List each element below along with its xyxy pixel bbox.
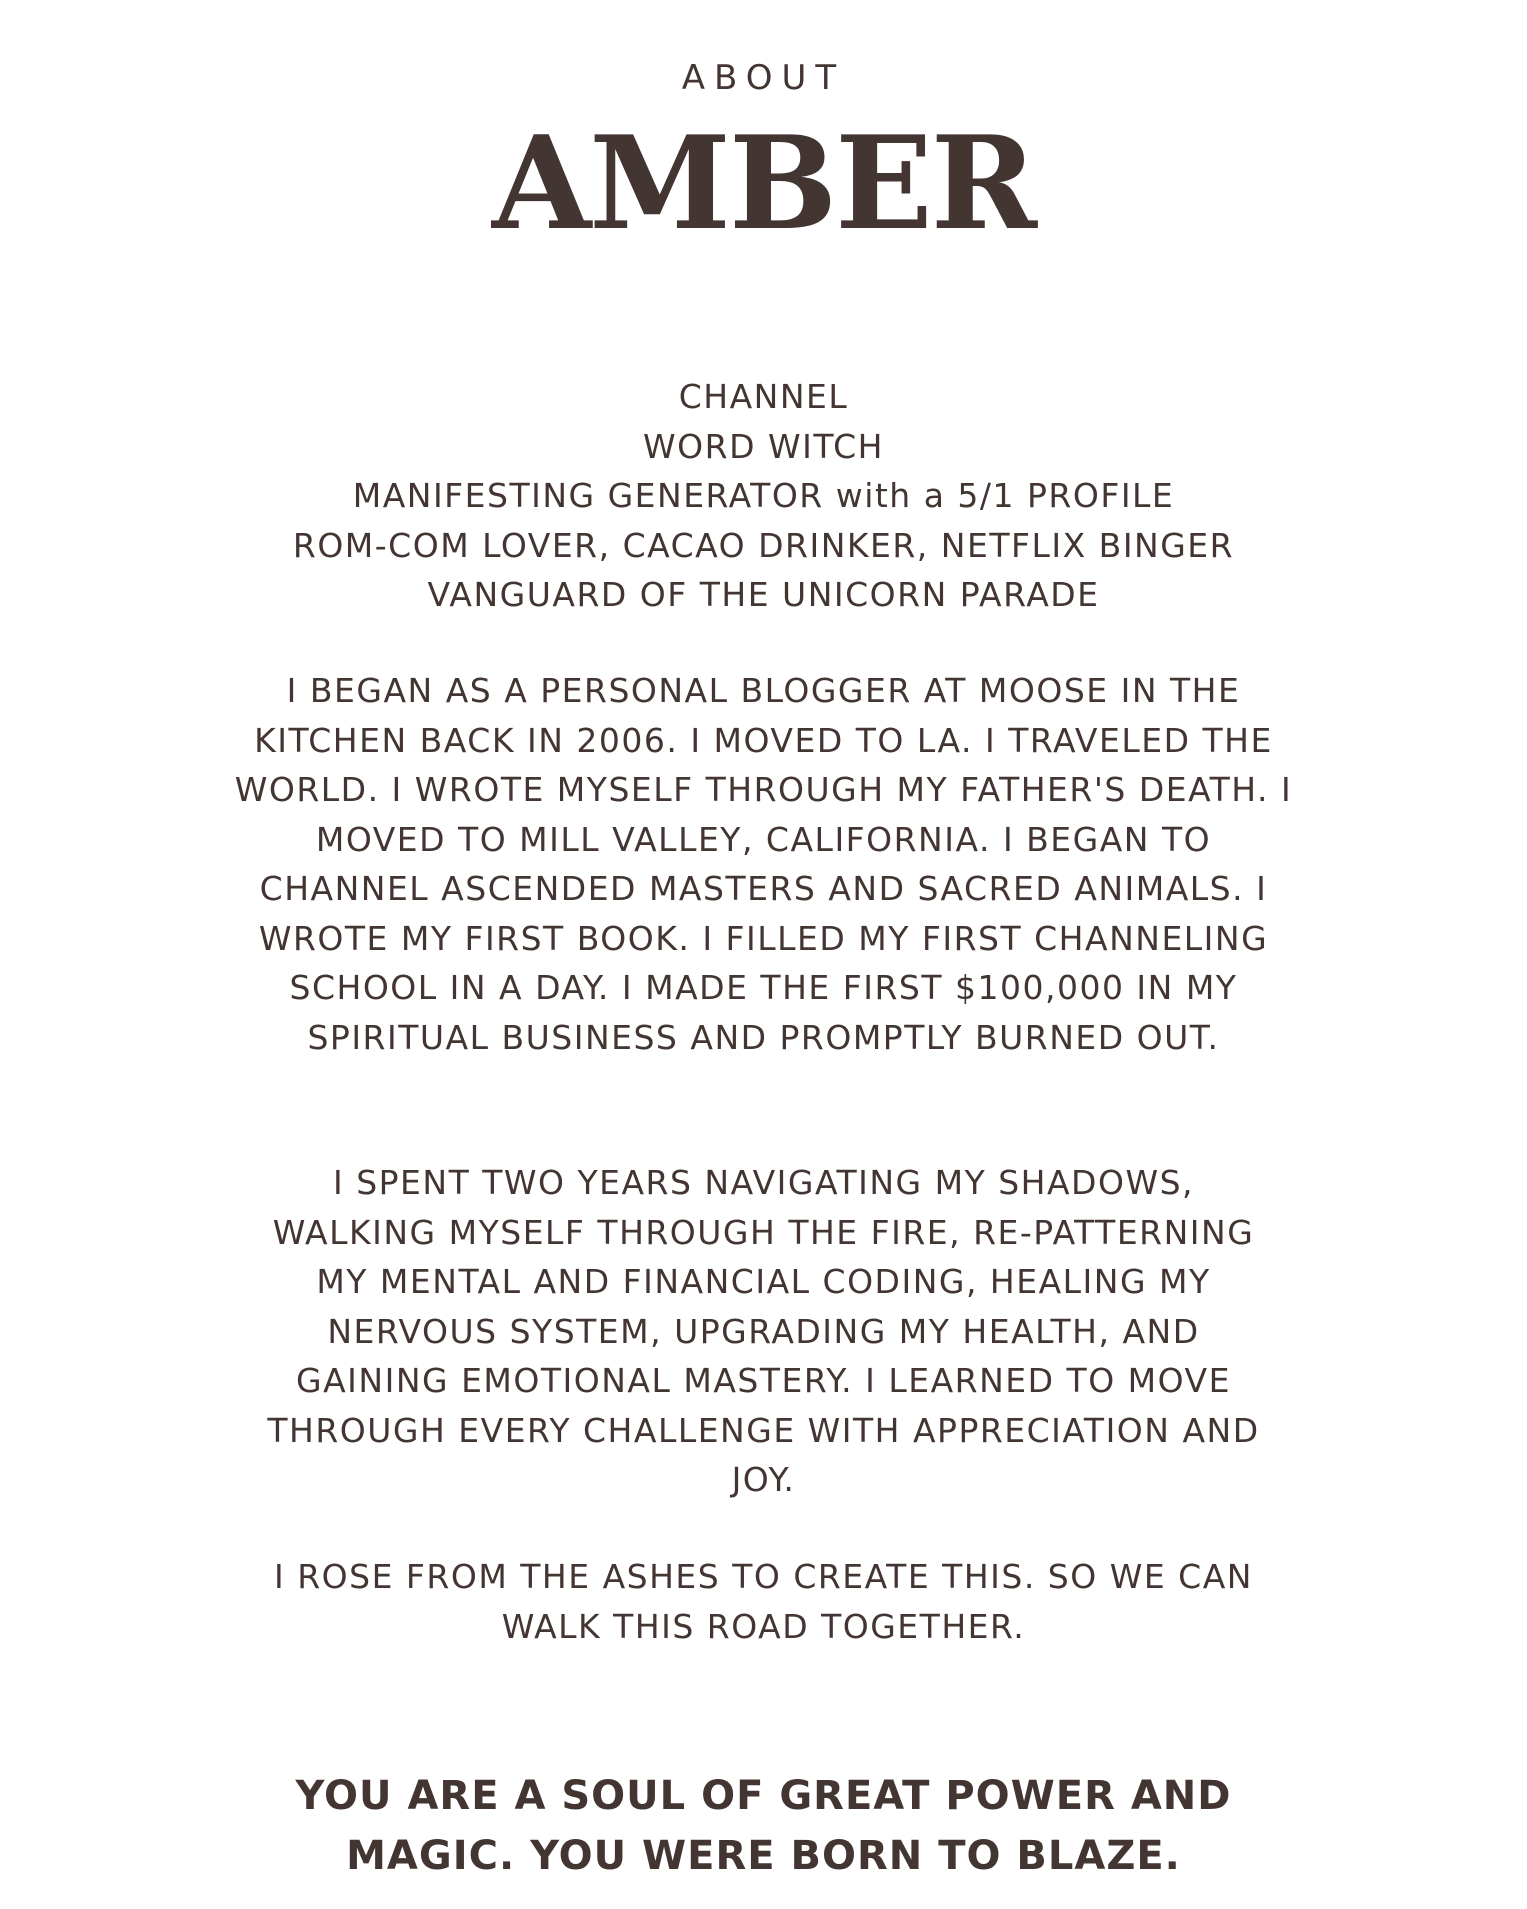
role-item: MANIFESTING GENERATOR with a 5/1 PROFILE xyxy=(352,476,1175,515)
role-item: CHANNEL xyxy=(678,377,849,416)
rise-paragraph: I ROSE FROM THE ASHES TO CREATE THIS. SO WE CAN WALK THIS ROAD TOGETHER. xyxy=(274,1557,1253,1646)
page-title: AMBER xyxy=(491,109,1036,259)
healing-paragraph: I SPENT TWO YEARS NAVIGATING MY SHADOWS, WALKING MYSELF THROUGH THE FIRE, RE-PATTERNING MY MENTAL AND FINANCIAL CODING, HEALING MY NERVOUS SYSTEM, UPGRADING MY HEALTH, AND GAINING EMOTIONAL MASTERY. I LEARNED TO MOVE THROUGH EVERY CHALLENGE WITH APPRECIATION AND JOY. xyxy=(267,1163,1260,1499)
story-paragraph: I BEGAN AS A PERSONAL BLOGGER AT MOOSE IN THE KITCHEN BACK IN 2006. I MOVED TO LA. I TRAVELED THE WORLD. I WROTE MYSELF THROUGH MY FATHER'S DEATH. I MOVED TO MILL VALLEY, CALIFORNIA. I BEGAN TO CHANNEL ASCENDED MASTERS AND SACRED ANIMALS. I WROTE MY FIRST BOOK. I FILLED MY FIRST CHANNELING SCHOOL IN A DAY. I MADE THE FIRST $100,000 IN MY SPIRITUAL BUSINESS AND PROMPTLY BURNED OUT. xyxy=(234,671,1293,1057)
tagline: YOU ARE A SOUL OF GREAT POWER AND MAGIC. YOU WERE BORN TO BLAZE. xyxy=(295,1773,1232,1879)
roles-list xyxy=(200,372,1327,620)
role-item: VANGUARD OF THE UNICORN PARADE xyxy=(427,575,1100,614)
role-item: ROM-COM LOVER, CACAO DRINKER, NETFLIX BINGER xyxy=(292,525,1235,565)
role-item: WORD WITCH xyxy=(643,426,884,466)
eyebrow-label: ABOUT xyxy=(681,58,846,98)
